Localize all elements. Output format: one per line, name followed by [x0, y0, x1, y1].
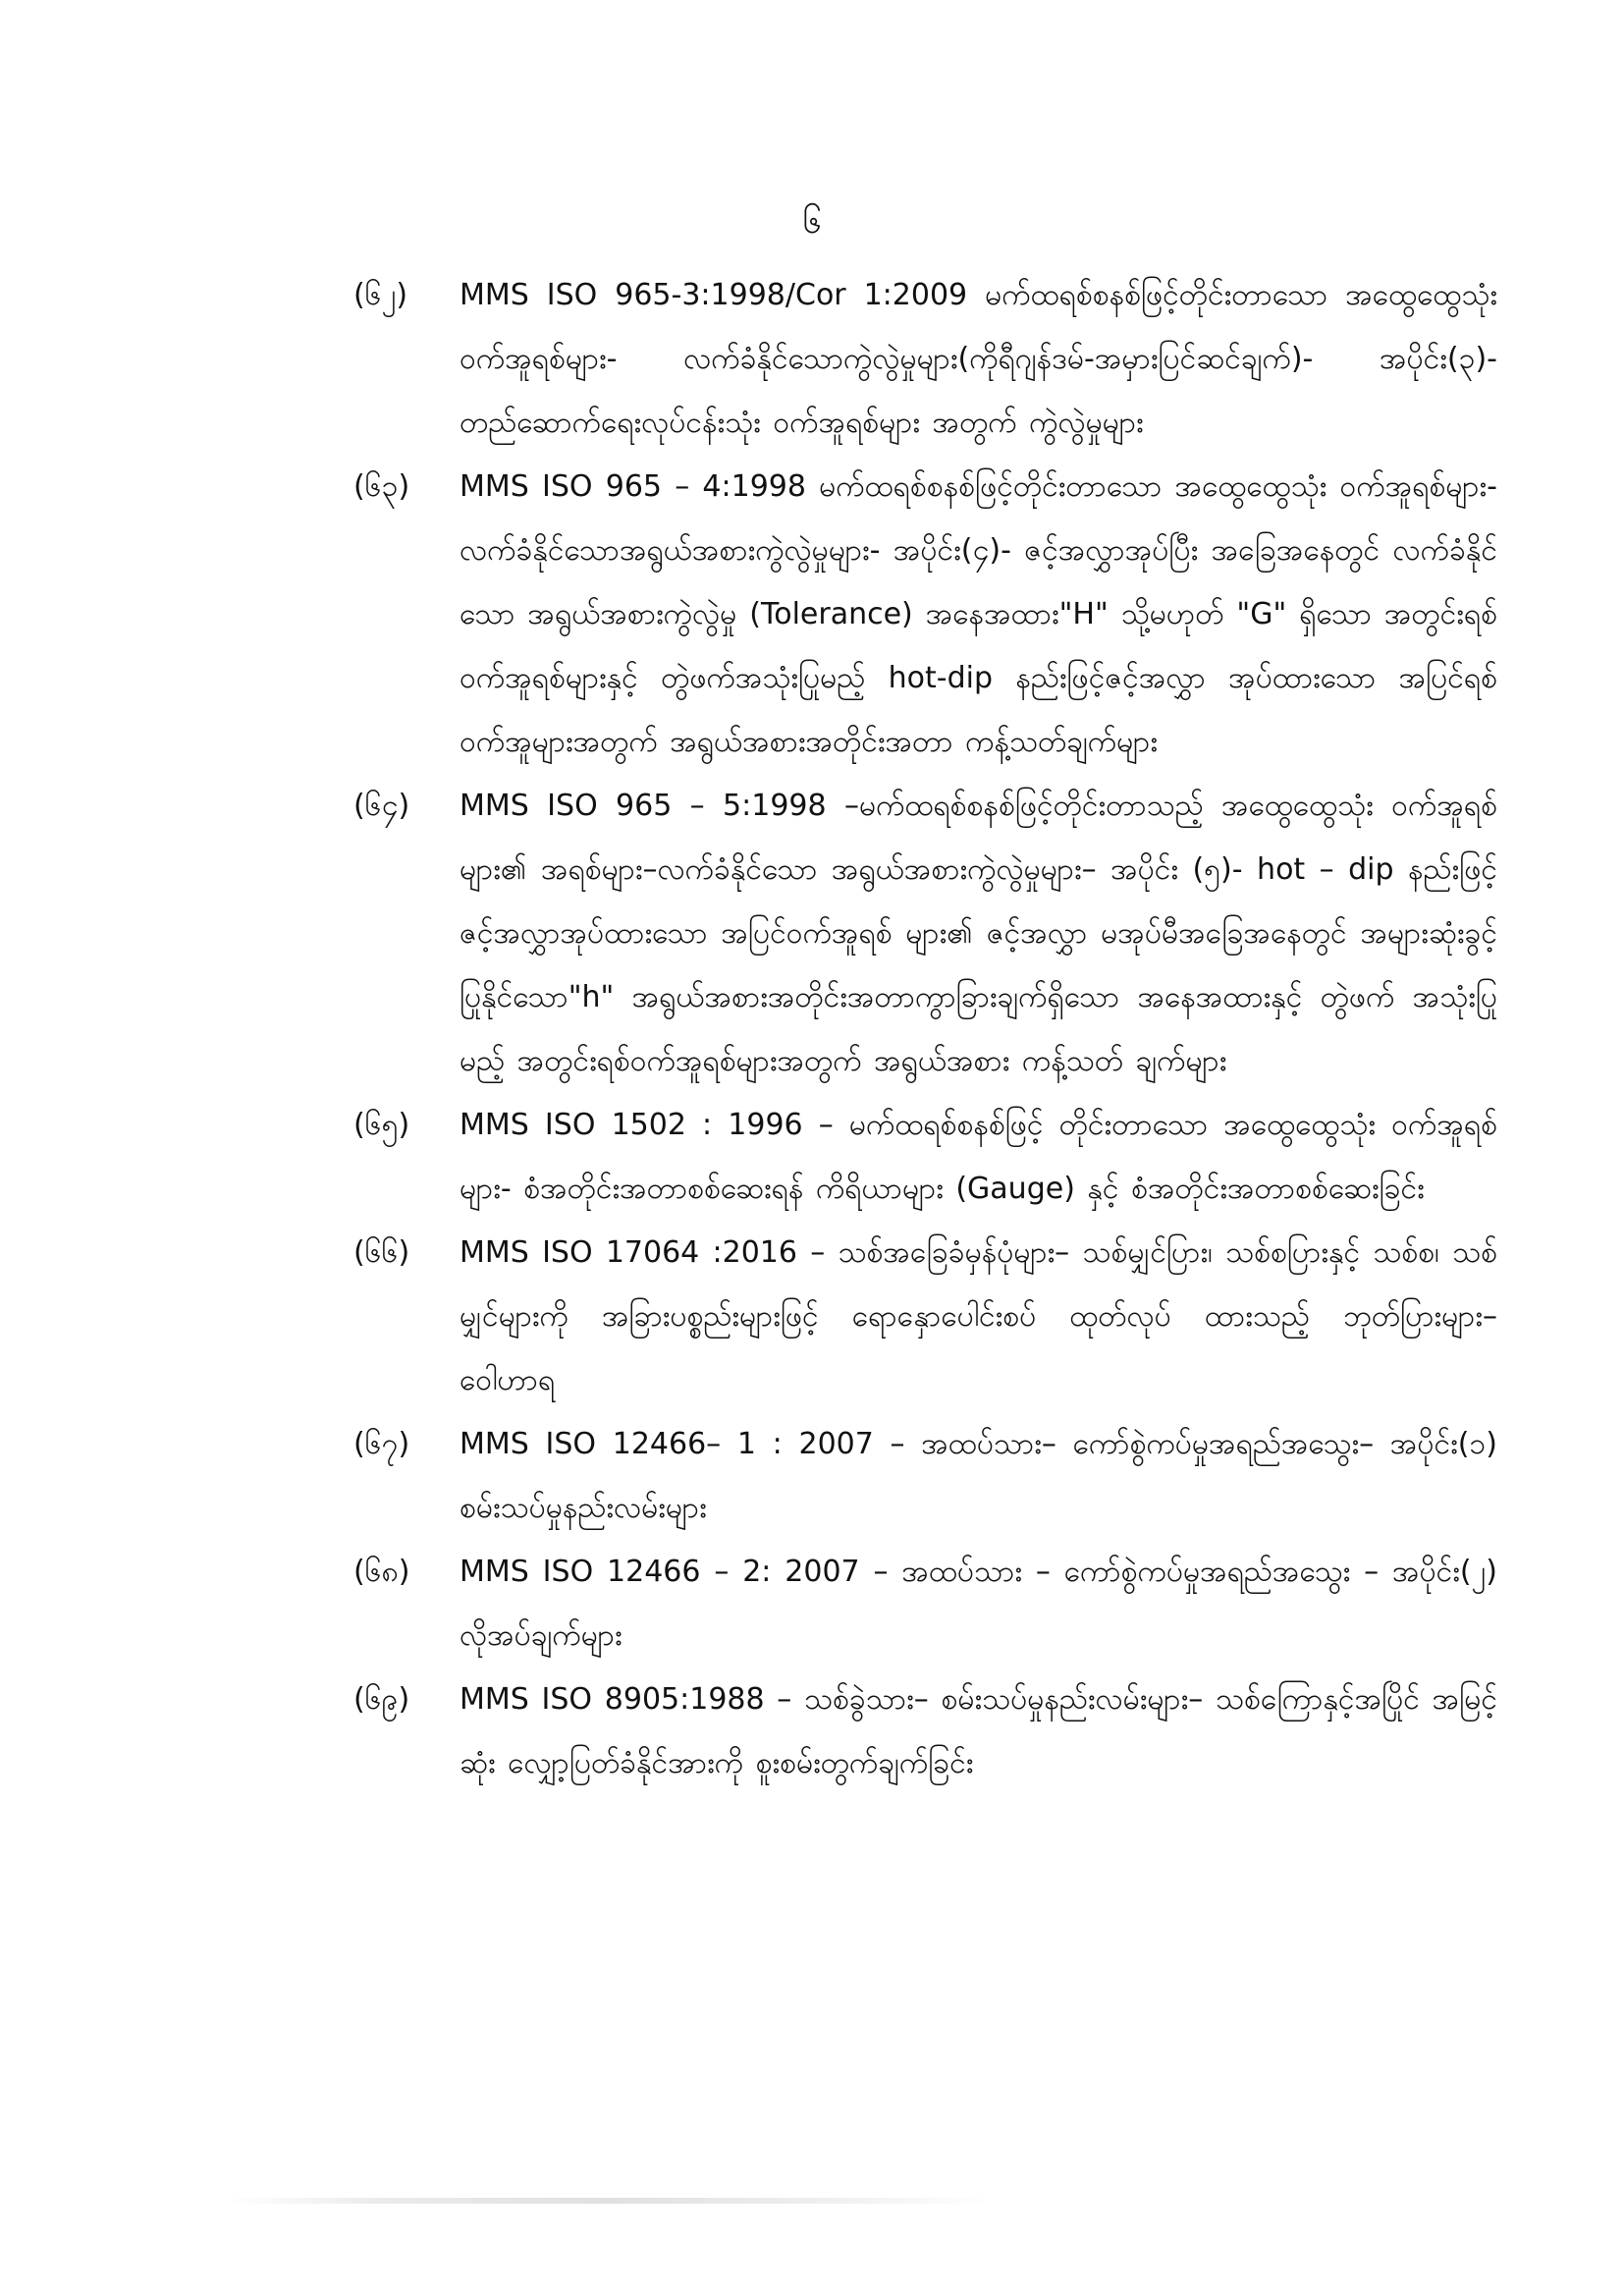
list-item	[353, 1540, 1497, 1667]
item-number: (၆၂)	[353, 278, 408, 312]
item-text: MMS ISO 12466 – 2: 2007 – အထပ်သား – ကော်စွဲကပ်မှုအရည်အသွေး – အပိုင်း(၂) လိုအပ်ချက်များ	[460, 1555, 1497, 1653]
list-item	[353, 1412, 1497, 1540]
item-number: (၆၈)	[353, 1555, 410, 1589]
item-number: (၆၇)	[353, 1427, 410, 1461]
item-text: MMS ISO 17064 :2016 – သစ်အခြေခံမှန်ပုံများ– သစ်မျှင်ပြား၊ သစ်စပြားနှင့် သစ်စ၊ သစ်မျှင်များကို အခြားပစ္စည်းများဖြင့် ရောနှောပေါင်းစပ် ထုတ်လုပ် ထားသည့် ဘုတ်ပြားများ– ဝေါဟာရ	[460, 1235, 1497, 1397]
item-text: MMS ISO 1502 : 1996 – မက်ထရစ်စနစ်ဖြင့် တိုင်းတာသော အထွေထွေသုံး ဝက်အူရစ်များ- စံအတိုင်းအတာစစ်ဆေးရန် ကိရိယာများ (Gauge) နှင့် စံအတိုင်းအတာစစ်ဆေးခြင်း	[460, 1108, 1497, 1206]
item-number: (၆၆)	[353, 1235, 410, 1270]
standards-list	[353, 263, 1497, 1795]
item-number: (၆၉)	[353, 1682, 410, 1717]
list-item	[353, 1093, 1497, 1221]
item-text: MMS ISO 965 – 4:1998 မက်ထရစ်စနစ်ဖြင့်တိုင်းတာသော အထွေထွေသုံး ဝက်အူရစ်များ- လက်ခံနိုင်သောအရွယ်အစားကွဲလွဲမှုများ- အပိုင်း(၄)- ဇင့်အလွှာအုပ်ပြီး အခြေအနေတွင် လက်ခံနိုင်သော အရွယ်အစားကွဲလွဲမှု (Tolerance) အနေအထား"H" သို့မဟုတ် "G" ရှိသော အတွင်းရစ် ဝက်အူရစ်များနှင့် တွဲဖက်အသုံးပြုမည့် hot-dip နည်းဖြင့်ဇင့်အလွှာ အုပ်ထားသော အပြင်ရစ်ဝက်အူများအတွက် အရွယ်အစားအတိုင်းအတာ ကန့်သတ်ချက်များ	[460, 469, 1497, 759]
item-number: (၆၃)	[353, 469, 410, 504]
list-item	[353, 1221, 1497, 1412]
item-number: (၆၄)	[353, 789, 410, 823]
item-text: MMS ISO 12466– 1 : 2007 – အထပ်သား– ကော်စွဲကပ်မှုအရည်အသွေး– အပိုင်း(၁) စမ်းသပ်မှုနည်းလမ်းများ	[460, 1427, 1497, 1525]
item-text: MMS ISO 965 – 5:1998 –မက်ထရစ်စနစ်ဖြင့်တိုင်းတာသည့် အထွေထွေသုံး ဝက်အူရစ်များ၏ အရစ်များ–လက်ခံနိုင်သော အရွယ်အစားကွဲလွဲမှုများ– အပိုင်း (၅)- hot – dip နည်းဖြင့် ဇင့်အလွှာအုပ်ထားသော အပြင်ဝက်အူရစ် များ၏ ဇင့်အလွှာ မအုပ်မီအခြေအနေတွင် အများဆုံးခွင့်ပြုနိုင်သော"h" အရွယ်အစားအတိုင်းအတာကွာခြားချက်ရှိသော အနေအထားနှင့် တွဲဖက် အသုံးပြုမည့် အတွင်းရစ်ဝက်အူရစ်များအတွက် အရွယ်အစား ကန့်သတ် ချက်များ	[460, 789, 1497, 1078]
page-number: ၆	[802, 202, 822, 242]
list-item	[353, 455, 1497, 774]
list-item	[353, 263, 1497, 455]
scan-smudge	[226, 2198, 992, 2204]
item-text: MMS ISO 965-3:1998/Cor 1:2009 မက်ထရစ်စနစ်ဖြင့်တိုင်းတာသော အထွေထွေသုံး ဝက်အူရစ်များ- လက်ခံနိုင်သောကွဲလွဲမှုများ(ကိုရီဂျန်ဒမ်-အမှားပြင်ဆင်ချက်)- အပိုင်း(၃)- တည်ဆောက်ရေးလုပ်ငန်းသုံး ဝက်အူရစ်များ အတွက် ကွဲလွဲမှုများ	[460, 278, 1497, 440]
item-text: MMS ISO 8905:1988 – သစ်ခွဲသား– စမ်းသပ်မှုနည်းလမ်းများ– သစ်ကြောနှင့်အပြိုင် အမြင့်ဆုံး လျှော့ပြတ်ခံနိုင်အားကို စူးစမ်းတွက်ချက်ခြင်း	[460, 1682, 1497, 1780]
list-item	[353, 774, 1497, 1093]
list-item	[353, 1667, 1497, 1795]
item-number: (၆၅)	[353, 1108, 410, 1142]
